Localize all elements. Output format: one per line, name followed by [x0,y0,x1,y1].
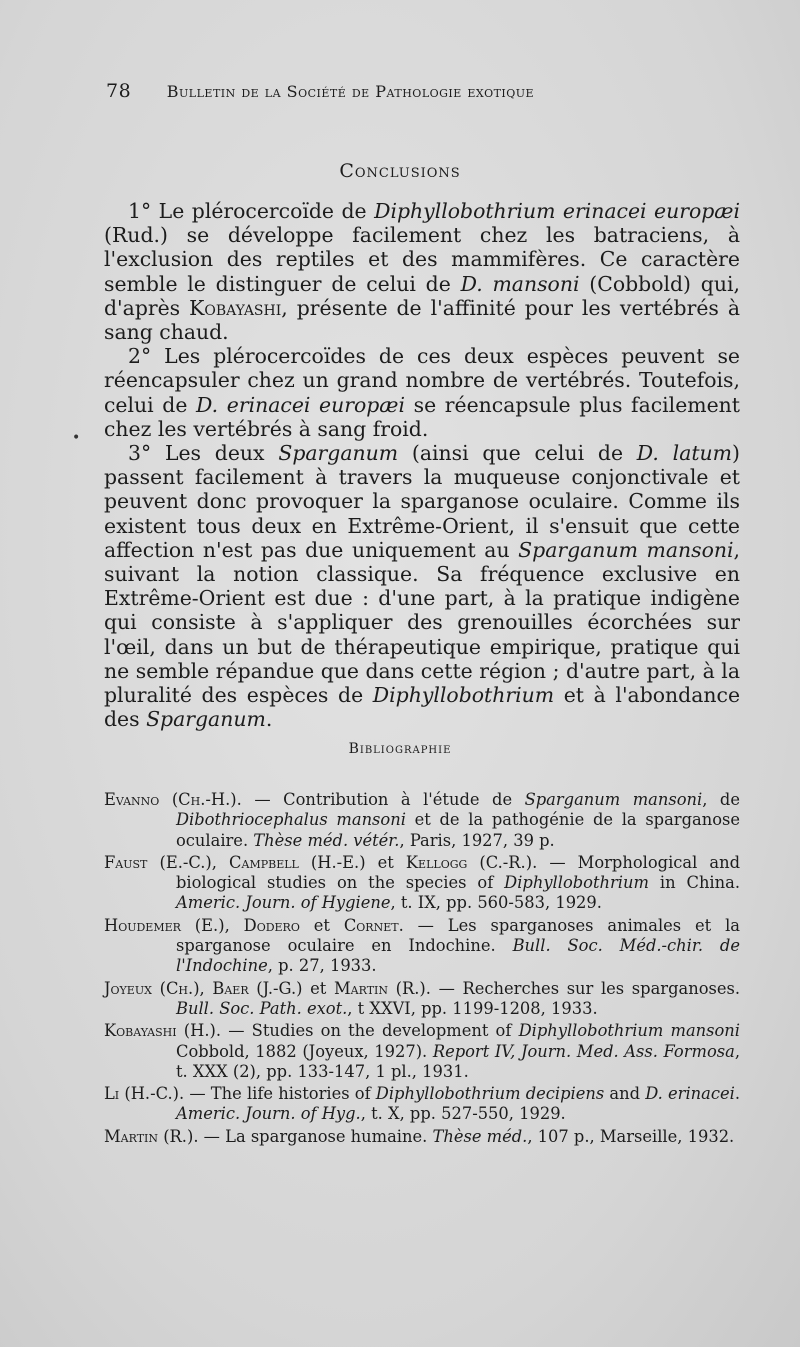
text-run: (J.-G.) et [248,978,334,998]
small-caps-run: Kobayashi [104,1021,177,1041]
italic-run: Americ. Journ. of Hygiene [176,893,391,913]
conclusions-body [104,199,740,731]
journal-title: Bulletin de la Société de Pathologie exotique [166,82,535,101]
italic-run: Sparganum [146,707,266,732]
bibliography-entry [104,1021,740,1082]
text-run: , Paris, 1927, 39 p. [399,830,555,850]
text-run: (Rud.) se développe facilement chez les batraciens, à l'exclusion des reptiles et des mammifères. Ce caractère semble le distinguer de celui de [104,223,740,296]
italic-run: D. erinacei [645,1084,735,1104]
text-run: (H.). — Studies on the development of [176,1021,519,1041]
small-caps-run: Cornet [343,915,399,935]
text-run: et à l'abondance des [104,683,741,732]
italic-run: Diphyllobothrium [372,683,555,708]
small-caps-run: Houdemer [104,915,181,935]
conclusion-paragraph-1 [104,199,740,344]
italic-run: D. latum [636,441,733,466]
small-caps-run: Martin [104,1126,159,1146]
small-caps-run: Dodero [243,915,300,935]
text-run: Cobbold, 1882 (Joyeux, 1927). [176,1041,433,1061]
conclusion-paragraph-2 [104,344,740,441]
small-caps-run: Evanno [104,790,160,809]
small-caps-run: Kobayashi [189,295,282,320]
text-run: ) passent facilement à travers la muqueuse conjonctivale et peuvent donc provoquer la sparganose oculaire. Comme ils existent tous deux en Extrême-Orient, il s'ensuit que cette affection n'est pas due uniquement au [104,441,740,562]
text-run: (Cobbold) qui, d'après [104,271,740,320]
text-run: . — Les sparganoses animales et la sparganose oculaire en Indochine. [176,915,741,956]
text-run: . [265,707,273,732]
italic-run: Thèse méd. [432,1126,528,1146]
italic-run: Dibothriocephalus mansoni [176,810,406,830]
text-run: (H.-C.). — The life histories of [119,1084,376,1104]
small-caps-run: Li [104,1084,120,1104]
italic-run: Sparganum mansoni [524,790,703,809]
text-run: in China. [648,873,740,893]
text-run: , présente de l'affinité pour les vertébrés à sang chaud. [104,295,740,345]
text-run: (C.-R.). — Morphological and biological studies on the species of [176,852,741,893]
text-run: se réencapsule plus facilement chez les vertébrés à sang froid. [104,392,740,441]
text-run: , t. IX, pp. 560-583, 1929. [390,893,602,913]
conclusion-paragraph-3 [104,441,740,731]
bibliography-entry [104,1127,740,1147]
text-run: (R.). — Recherches sur les sparganoses. [388,978,741,998]
italic-run: Sparganum [278,441,399,466]
italic-run: Thèse méd. vétér. [253,830,400,850]
text-run: (E.), [180,915,244,935]
text-run: 3° Les deux [128,441,279,466]
text-run: , t. XXX (2), pp. 133-147, 1 pl., 1931. [176,1041,740,1081]
text-run: , suivant la notion classique. Sa fréquence exclusive en Extrême-Orient est due : d'une part, à la pratique indigène qui consiste à s'appliquer des grenouilles écorchées sur l'œil, dans un but de thérapeutique empirique, pratique qui ne semble répandue que dans cette région ; d'autre part, à la pluralité des espèces de [104,537,740,708]
text-run: ( [151,978,166,998]
text-run: , t. X, pp. 527-550, 1929. [360,1104,566,1124]
bibliography-entry [104,790,740,851]
italic-run: Diphyllobothrium decipiens [375,1084,605,1104]
margin-mark: • [72,430,81,446]
italic-run: Diphyllobothrium erinacei europæi [374,199,740,223]
page-number: 78 [106,80,132,102]
bibliography-entry [104,916,740,977]
italic-run: Diphyllobothrium [504,873,649,893]
bibliography-entry [104,979,740,1020]
text-run: ( [159,790,179,809]
text-run: et [299,915,344,935]
italic-run: Bull. Soc. Path. exot. [176,998,348,1018]
text-run: (ainsi que celui de [398,441,637,466]
small-caps-run: Ch. [165,978,194,998]
text-run: ), [193,978,213,998]
italic-run: Diphyllobothrium mansoni [518,1021,740,1041]
text-run: and [604,1084,646,1104]
running-head [106,80,706,102]
small-caps-run: Kellogg [405,852,468,872]
text-run: , t XXVI, pp. 1199-1208, 1933. [347,998,598,1018]
italic-run: Americ. Journ. of Hyg. [176,1104,361,1124]
bibliography-list [104,790,740,1149]
bibliography-heading: Bibliographie [348,741,452,757]
text-run: , de [702,790,740,809]
text-run: et de la pathogénie de la sparganose oculaire. [176,810,740,850]
text-run: (E.-C.), [147,852,230,872]
small-caps-run: Campbell [229,852,299,872]
italic-run: D. erinacei europæi [196,392,405,417]
text-run: 2° Les plérocercoïdes de ces deux espèces peuvent se réencapsuler chez un grand nombre de vertébrés. Toutefois, celui de [104,344,740,417]
conclusions-heading: Conclusions [339,160,461,182]
small-caps-run: Joyeux [104,978,152,998]
text-run: . [734,1084,740,1104]
small-caps-run: Martin [333,978,388,998]
text-run: , p. 27, 1933. [267,956,377,976]
text-run: 1° Le plérocercoïde de [128,199,375,223]
small-caps-run: Faust [104,852,148,872]
italic-run: Report IV, Journ. Med. Ass. Formosa [432,1041,735,1061]
italic-run: Sparganum mansoni [518,537,734,562]
small-caps-run: Ch. [178,790,206,809]
text-run: , 107 p., Marseille, 1932. [527,1126,735,1146]
italic-run: Bull. Soc. Méd.-chir. de l'Indochine [176,936,740,976]
text-run: (H.-E.) et [298,852,406,872]
bibliography-entry [104,1084,740,1125]
italic-run: D. mansoni [460,271,580,296]
small-caps-run: Baer [212,978,249,998]
text-run: (R.). — La sparganose humaine. [158,1126,433,1146]
text-run: -H.). — Contribution à l'étude de [205,790,525,809]
bibliography-entry [104,853,740,914]
